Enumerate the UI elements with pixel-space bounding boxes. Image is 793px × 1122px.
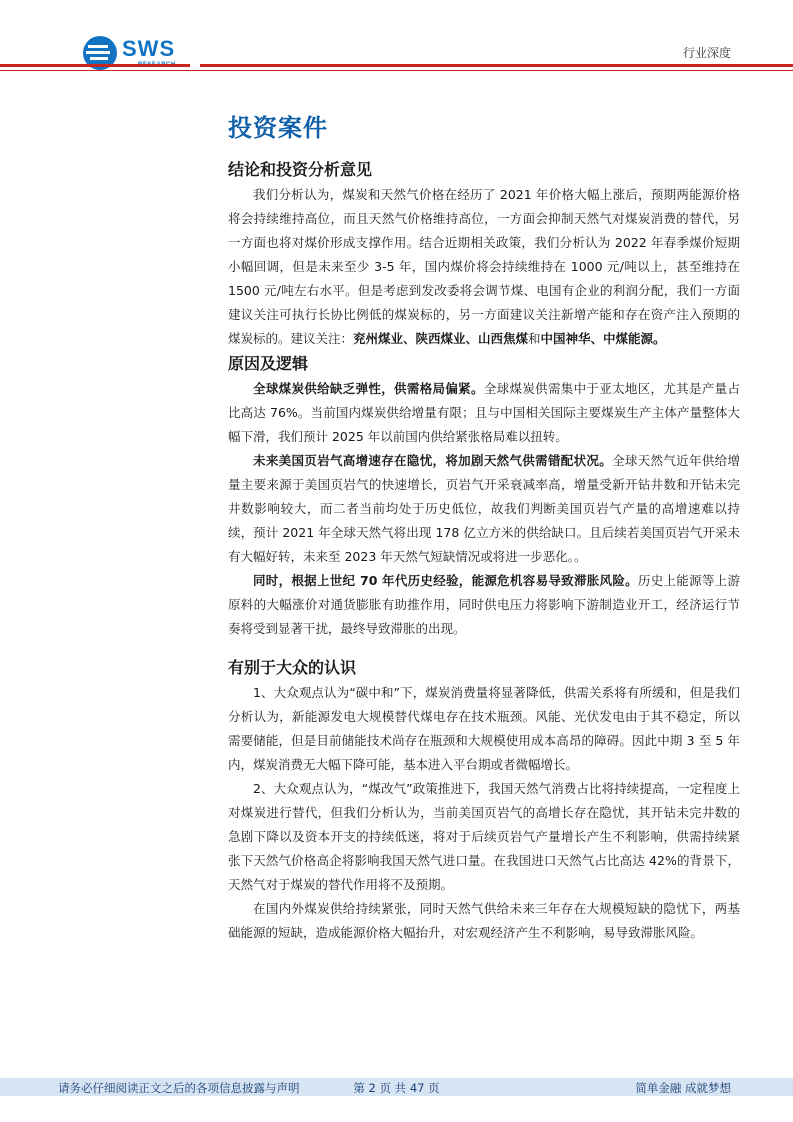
logo-main-text: SWS — [122, 36, 176, 61]
reasons-paragraph-3 — [228, 569, 740, 641]
reasons-3-text: 历史上能源等上游原料的大幅涨价对通货膨胀有助推作用，同时供电压力将影响下游制造业开工，经济运行节奏将受到显著干扰，最终导致滞胀的出现。 — [228, 573, 740, 636]
reasons-1-text: 全球煤炭供需集中于亚太地区，尤其是产量占比高达 76%。当前国内煤炭供给增量有限；且与中国相关国际主要煤炭生产主体产量整体大幅下滑，我们预计 2025 年以前国内供给紧张格局难以扭转。 — [228, 381, 740, 444]
header-rule-left — [0, 64, 190, 67]
recommended-stocks-1: 兖州煤业、陕西煤业、山西焦煤 — [353, 331, 529, 346]
difference-paragraph-1: 1、大众观点认为“碳中和”下，煤炭消费量将显著降低，供需关系将有所缓和，但是我们分析认为，新能源发电大规模替代煤电存在技术瓶颈。风能、光伏发电由于其不稳定，所以需要储能，但是目前储能技术尚存在瓶颈和大规模使用成本高昂的障碍。因此中期 3 至 5 年内，煤炭消费无大幅下降可能，基本进入平台期或者微幅增长。 — [228, 685, 740, 772]
reasons-2-text: 全球天然气近年供给增量主要来源于美国页岩气的快速增长，页岩气开采衰减率高，增量受新开钻井数和开钻未完井数影响较大，而二者当前均处于历史低位，故我们判断美国页岩气产量的高增速难以持续，预计 2021 年全球天然气将出现 178 亿立方米的供给缺口。且后续若美国页岩气开采未有大幅好转，未来至 2023 年天然气短缺情况或将进一步恶化。。 — [228, 453, 740, 564]
conclusion-connector: 和 — [528, 331, 541, 346]
conclusion-paragraph — [228, 183, 740, 351]
recommended-stocks-2: 中国神华、中煤能源。 — [540, 331, 666, 346]
header-rule-thin — [0, 70, 793, 71]
conclusion-text: 我们分析认为，煤炭和天然气价格在经历了 2021 年价格大幅上涨后，预期两能源价格将会持续维持高位，而且天然气价格维持高位，一方面会抑制天然气对煤炭消费的替代，另一方面也将对煤价形成支撑作用。结合近期相关政策，我们分析认为 2022 年春季煤价短期小幅回调，但是未来至少 3-5 年，国内煤价将会持续维持在 1000 元/吨以上，甚至维持在 1500 元/吨左右水平。但是考虑到发改委将会调节煤、电国有企业的利润分配，我们一方面建议关注可执行长协比例低的煤炭标的，另一方面建议关注新增产能和存在资产注入预期的煤炭标的。建议关注： — [228, 187, 740, 346]
header-rule-right — [200, 64, 793, 67]
main-content — [228, 108, 740, 945]
section-heading-difference: 有别于大众的认识 — [228, 658, 357, 677]
reasons-2-lead: 未来美国页岩气高增速存在隐忧，将加剧天然气供需错配状况。 — [253, 453, 613, 468]
page-header — [0, 0, 793, 80]
sws-logo — [82, 33, 176, 73]
report-type-label: 行业深度 — [682, 46, 731, 60]
section-gap — [228, 641, 740, 655]
reasons-3-lead: 同时，根据上世纪 70 年代历史经验，能源危机容易导致滞胀风险。 — [253, 573, 638, 588]
section-heading-reasons: 原因及逻辑 — [228, 354, 309, 373]
page-title: 投资案件 — [228, 114, 328, 142]
footer-slogan: 简单金融 成就梦想 — [635, 1081, 731, 1095]
difference-paragraph-3: 在国内外煤炭供给持续紧张，同时天然气供给未来三年存在大规模短缺的隐忧下，两基础能源的短缺，造成能源价格大幅抬升，对宏观经济产生不利影响，易导致滞胀风险。 — [228, 901, 740, 940]
difference-paragraph-2: 2、大众观点认为，“煤改气”政策推进下，我国天然气消费占比将持续提高，一定程度上对煤炭进行替代，但我们分析认为，当前美国页岩气的高增长存在隐忧，其开钻未完井数的急剧下降以及资本开支的持续低迷，将对于后续页岩气产量增长产生不利影响，供需持续紧张下天然气价格高企将影响我国天然气进口量。在我国进口天然气占比高达 42%的背景下，天然气对于煤炭的替代作用将不及预期。 — [228, 781, 740, 892]
reasons-1-lead: 全球煤炭供给缺乏弹性，供需格局偏紧。 — [253, 381, 484, 396]
page-footer — [0, 1078, 793, 1096]
footer-disclaimer: 请务必仔细阅读正文之后的各项信息披露与声明 — [58, 1081, 300, 1095]
footer-page-number: 第 2 页 共 47 页 — [353, 1081, 440, 1095]
reasons-paragraph-1 — [228, 377, 740, 449]
section-heading-conclusion: 结论和投资分析意见 — [228, 160, 373, 179]
reasons-paragraph-2 — [228, 449, 740, 569]
